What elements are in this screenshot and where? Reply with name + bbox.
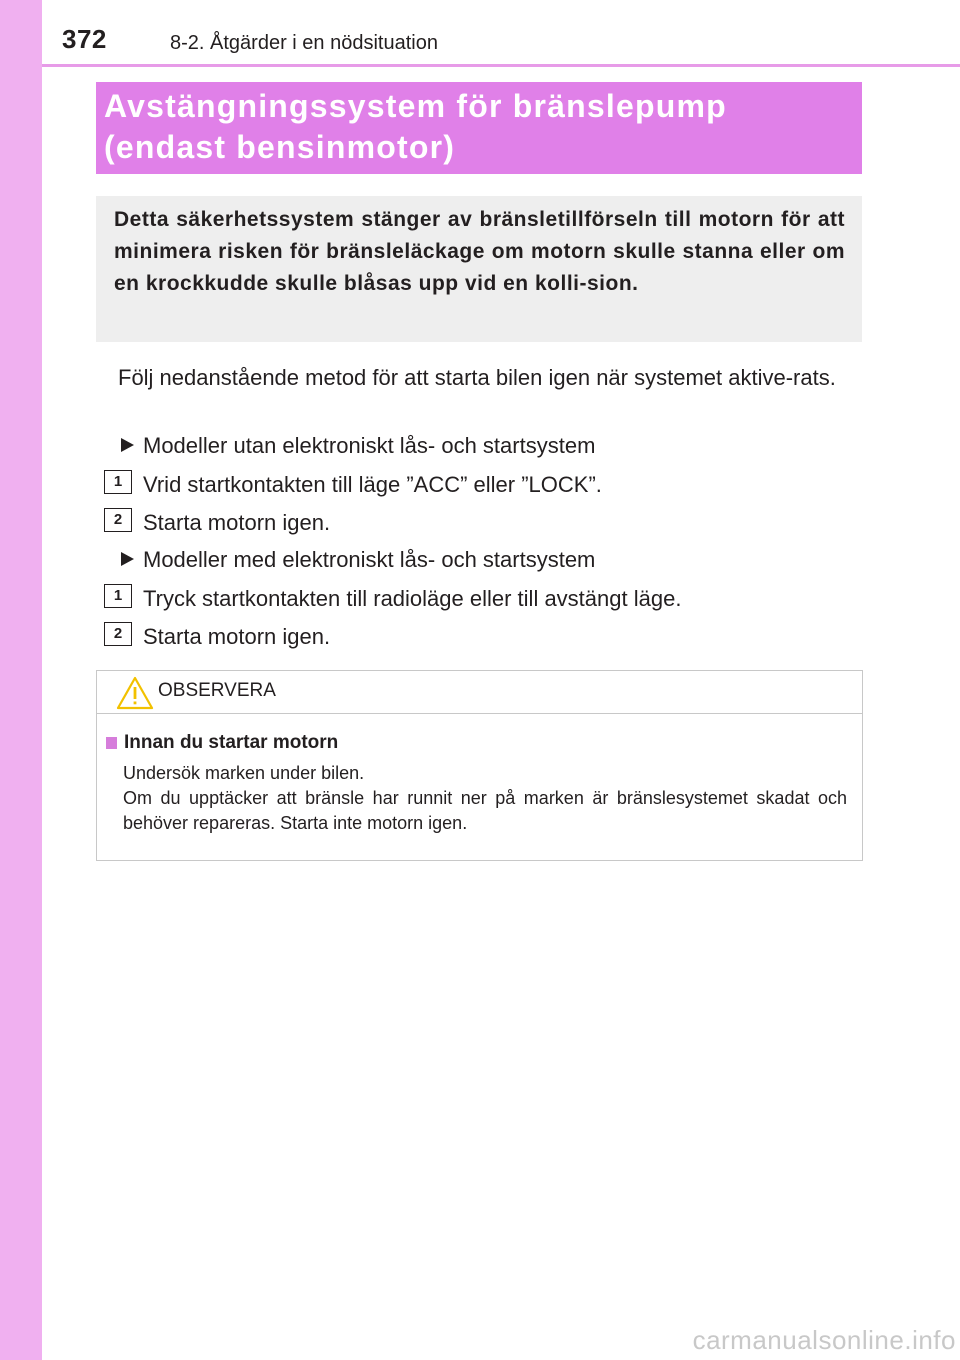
group-heading: Modeller med elektroniskt lås- och startsystem <box>143 547 596 572</box>
square-bullet-icon <box>106 737 117 749</box>
step-number-badge: 2 <box>104 508 132 532</box>
step-text: Starta motorn igen. <box>143 624 331 649</box>
title-banner <box>96 82 862 174</box>
page-title-line-1: Avstängningssystem för bränslepump <box>104 88 727 124</box>
intro-text: Detta säkerhetssystem stänger av bränsletillförseln till motorn för att minimera risken för bränsleläckage om motorn skulle stanna eller om en krockkudde skulle blåsas upp vid en kolli-sion. <box>114 208 845 295</box>
notice-label: OBSERVERA <box>158 680 276 701</box>
step-text: Vrid startkontakten till läge ”ACC” eller ”LOCK”. <box>143 472 602 497</box>
step-number-badge: 2 <box>104 622 132 646</box>
triangle-bullet-icon <box>121 438 134 452</box>
header-divider <box>42 64 960 67</box>
step-text: Tryck startkontakten till radioläge eller till avstängt läge. <box>143 586 682 611</box>
notice-body <box>123 761 847 836</box>
step-number-badge: 1 <box>104 584 132 608</box>
group-heading: Modeller utan elektroniskt lås- och startsystem <box>143 433 596 458</box>
triangle-bullet-icon <box>121 552 134 566</box>
notice-subheading: Innan du startar motorn <box>124 732 339 753</box>
page-title-line-2: (endast bensinmotor) <box>104 129 456 165</box>
notice-box <box>96 670 863 861</box>
step-text: Starta motorn igen. <box>143 510 331 535</box>
page-title <box>104 86 852 168</box>
intro-box <box>96 196 862 342</box>
footer-watermark: carmanualsonline.info <box>692 1325 956 1355</box>
section-title: 8-2. Åtgärder i en nödsituation <box>170 32 438 54</box>
step-number-badge: 1 <box>104 470 132 494</box>
instruction-paragraph: Följ nedanstående metod för att starta bilen igen när systemet aktive-rats. <box>118 365 836 390</box>
page-number: 372 <box>62 24 107 54</box>
notice-header <box>97 671 862 714</box>
notice-line-2: Om du upptäcker att bränsle har runnit ner på marken är bränslesystemet skadat och behöver repareras. Starta inte motorn igen. <box>123 788 847 833</box>
warning-icon <box>115 675 155 711</box>
side-color-strip <box>0 0 42 1360</box>
notice-line-1: Undersök marken under bilen. <box>123 763 365 783</box>
